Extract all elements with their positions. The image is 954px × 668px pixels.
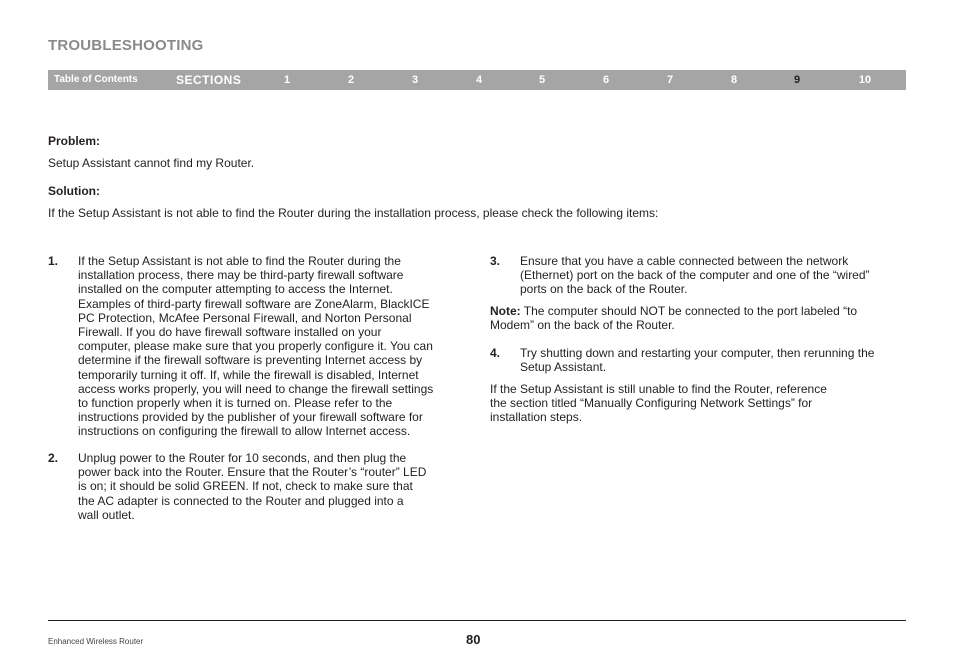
text-line: Unplug power to the Router for 10 seconds, and then plug the bbox=[78, 451, 407, 465]
section-title: TROUBLESHOOTING bbox=[48, 37, 204, 54]
solution-text: If the Setup Assistant is not able to find the Router during the installation process, please check the following items: bbox=[48, 206, 659, 220]
nav-section-9[interactable]: 9 bbox=[793, 74, 801, 86]
text-line: PC Protection, McAfee Personal Firewall, and Norton Personal bbox=[78, 310, 412, 325]
problem-text: Setup Assistant cannot find my Router. bbox=[48, 156, 255, 170]
nav-section-8[interactable]: 8 bbox=[730, 74, 738, 86]
text-line: ports on the back of the Router. bbox=[520, 282, 688, 297]
text-line: installation steps. bbox=[490, 410, 583, 425]
note-text-line-2: Modem” on the back of the Router. bbox=[490, 318, 675, 333]
note-label: Note: bbox=[490, 304, 521, 318]
nav-section-5[interactable]: 5 bbox=[538, 74, 546, 86]
note-text-line-1: The computer should NOT be connected to the port labeled “to bbox=[520, 304, 858, 318]
solution-label: Solution: bbox=[48, 184, 100, 198]
text-line: access works properly, you will need to change the firewall settings bbox=[78, 381, 434, 396]
page-number: 80 bbox=[466, 632, 481, 647]
list-item-text bbox=[78, 451, 426, 522]
nav-section-7[interactable]: 7 bbox=[666, 74, 674, 86]
text-line: installation process, there may be third-party firewall software bbox=[78, 268, 404, 283]
footer-divider bbox=[48, 620, 906, 621]
nav-section-1[interactable]: 1 bbox=[283, 74, 291, 86]
footer-product-name: Enhanced Wireless Router bbox=[48, 637, 144, 646]
list-item-text bbox=[78, 254, 433, 439]
text-line: to function properly when it is turned on. Please refer to the bbox=[78, 396, 393, 411]
list-item-text bbox=[520, 346, 874, 374]
nav-section-4[interactable]: 4 bbox=[475, 74, 483, 86]
list-number: 2. bbox=[48, 451, 59, 465]
list-item-text bbox=[520, 254, 870, 297]
text-line: Firewall. If you do have firewall software installed on your bbox=[78, 325, 382, 340]
text-line: the AC adapter is connected to the Router and plugged into a bbox=[78, 493, 404, 508]
problem-label: Problem: bbox=[48, 134, 101, 148]
text-line: computer, please make sure that you properly configure it. You can bbox=[78, 339, 433, 354]
text-line: determine if the firewall software is preventing Internet access by bbox=[78, 353, 423, 368]
nav-section-6[interactable]: 6 bbox=[602, 74, 610, 86]
note-paragraph bbox=[490, 304, 857, 332]
text-line: wall outlet. bbox=[78, 507, 135, 522]
text-line: power back into the Router. Ensure that the Router’s “router” LED bbox=[78, 465, 427, 480]
text-line: Try shutting down and restarting your computer, then rerunning the bbox=[520, 346, 875, 360]
text-line: the section titled “Manually Configuring Network Settings” for bbox=[490, 396, 813, 411]
text-line: Ensure that you have a cable connected between the network bbox=[520, 254, 849, 268]
text-line: (Ethernet) port on the back of the computer and one of the “wired” bbox=[520, 268, 870, 283]
text-line: installed on the computer attempting to access the Internet. bbox=[78, 282, 393, 297]
nav-section-2[interactable]: 2 bbox=[347, 74, 355, 86]
text-line: Setup Assistant. bbox=[520, 360, 607, 375]
list-number: 1. bbox=[48, 254, 59, 268]
text-line: If the Setup Assistant is still unable to find the Router, reference bbox=[490, 382, 827, 396]
text-line: Examples of third-party firewall software are ZoneAlarm, BlackICE bbox=[78, 296, 430, 311]
list-number: 3. bbox=[490, 254, 501, 268]
text-line: instructions provided by the publisher of your firewall software for bbox=[78, 410, 423, 425]
section-nav-bar bbox=[48, 70, 906, 90]
sections-label: SECTIONS bbox=[176, 73, 242, 87]
nav-section-10[interactable]: 10 bbox=[858, 74, 872, 86]
list-number: 4. bbox=[490, 346, 501, 360]
table-of-contents-link[interactable]: Table of Contents bbox=[54, 74, 138, 85]
closing-paragraph bbox=[490, 382, 827, 425]
text-line: If the Setup Assistant is not able to find the Router during the bbox=[78, 254, 401, 268]
text-line: temporarily turning it off. If, while the firewall is disabled, Internet bbox=[78, 367, 419, 382]
text-line: instructions on configuring the firewall to allow Internet access. bbox=[78, 424, 411, 439]
nav-section-3[interactable]: 3 bbox=[411, 74, 419, 86]
text-line: is on; it should be solid GREEN. If not, check to make sure that bbox=[78, 479, 413, 494]
